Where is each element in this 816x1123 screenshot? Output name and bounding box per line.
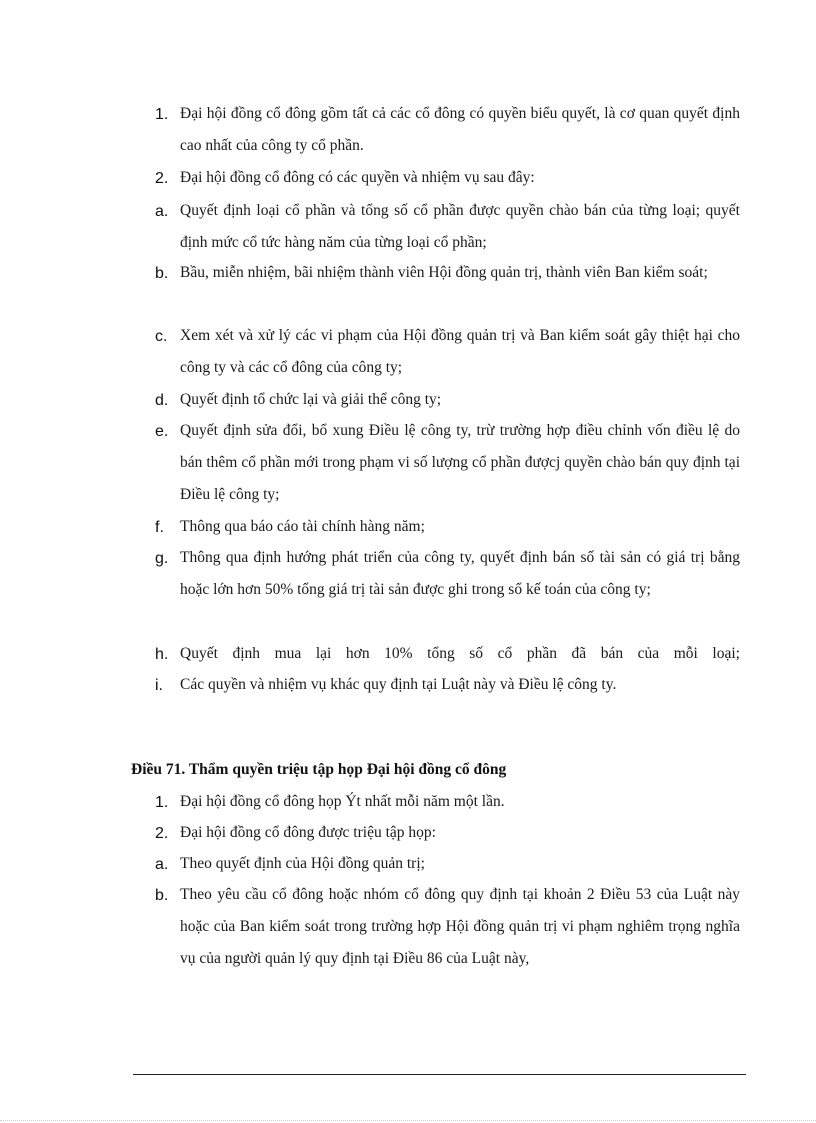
list-marker: 2. xyxy=(155,825,169,842)
list-item-text: Đại hội đồng cổ đông có các quyền và nhiệm vụ sau đây: xyxy=(180,169,535,186)
list-marker: d. xyxy=(155,392,169,409)
list-marker: a. xyxy=(155,856,169,873)
list-item-text: Đại hội đồng cổ đông gồm tất cả các cổ đông có quyền biểu quyết, là cơ quan quyết định cao nhất của công ty cổ phần. xyxy=(180,105,740,154)
list-item-text: Theo quyết định của Hội đồng quản trị; xyxy=(180,855,425,872)
list-item-text: Quyết định loại cổ phần và tổng số cổ phần được quyền chào bán của từng loại; quyết định mức cổ tức hàng năm của từng loại cổ phần; xyxy=(180,202,740,251)
list-item-text: Các quyền và nhiệm vụ khác quy định tại Luật này và Điều lệ công ty. xyxy=(180,676,617,693)
list-item-text: Đại hội đồng cổ đông họp Ýt nhất mỗi năm một lần. xyxy=(180,793,505,810)
list-item-text: Quyết định sửa đổi, bổ xung Điều lệ công ty, trừ trường hợp điều chỉnh vốn điều lệ do bán thêm cổ phần mới trong phạm vi số lượng cổ phần đượcj quyền chào bán quy định tại Điều lệ công ty; xyxy=(180,422,740,503)
list-item-text: Thông qua báo cáo tài chính hàng năm; xyxy=(180,518,425,535)
footer-divider xyxy=(133,1074,746,1075)
list-item-text: Quyết định tổ chức lại và giải thể công ty; xyxy=(180,391,442,408)
list-marker: c. xyxy=(155,328,168,345)
list-marker: b. xyxy=(155,887,169,904)
list-marker: g. xyxy=(155,550,169,567)
list-marker: h. xyxy=(155,646,169,663)
list-marker: 1. xyxy=(155,794,169,811)
list-marker: f. xyxy=(155,519,164,536)
list-item-text: Đại hội đồng cổ đông được triệu tập họp: xyxy=(180,824,436,841)
list-item-text: Bầu, miễn nhiệm, bãi nhiệm thành viên Hội đồng quản trị, thành viên Ban kiểm soát; xyxy=(180,264,708,281)
page-boundary xyxy=(0,1120,816,1121)
list-marker: e. xyxy=(155,423,169,440)
list-marker: a. xyxy=(155,203,169,220)
list-item-text: Quyết định mua lại hơn 10% tổng số cổ phần đã bán của mỗi loại; xyxy=(180,645,740,662)
article-heading: Điều 71. Thẩm quyền triệu tập họp Đại hội đồng cổ đông xyxy=(131,761,507,778)
list-item-text: Theo yêu cầu cổ đông hoặc nhóm cổ đông quy định tại khoản 2 Điều 53 của Luật này hoặc của Ban kiểm soát trong trường hợp Hội đồng quản trị vi phạm nghiêm trọng nghĩa vụ của người quản lý quy định tại Điều 86 của Luật này, xyxy=(180,886,740,967)
list-marker: 1. xyxy=(155,106,169,123)
list-marker: i. xyxy=(155,677,163,694)
list-marker: b. xyxy=(155,265,169,282)
list-marker: 2. xyxy=(155,170,169,187)
list-item-text: Xem xét và xử lý các vi phạm của Hội đồng quản trị và Ban kiểm soát gây thiệt hại cho công ty và các cổ đông của công ty; xyxy=(180,327,740,376)
list-item-text: Thông qua định hướng phát triển của công ty, quyết định bán số tài sản có giá trị bằng hoặc lớn hơn 50% tổng giá trị tài sản được ghi trong sổ kế toán của công ty; xyxy=(180,549,740,598)
